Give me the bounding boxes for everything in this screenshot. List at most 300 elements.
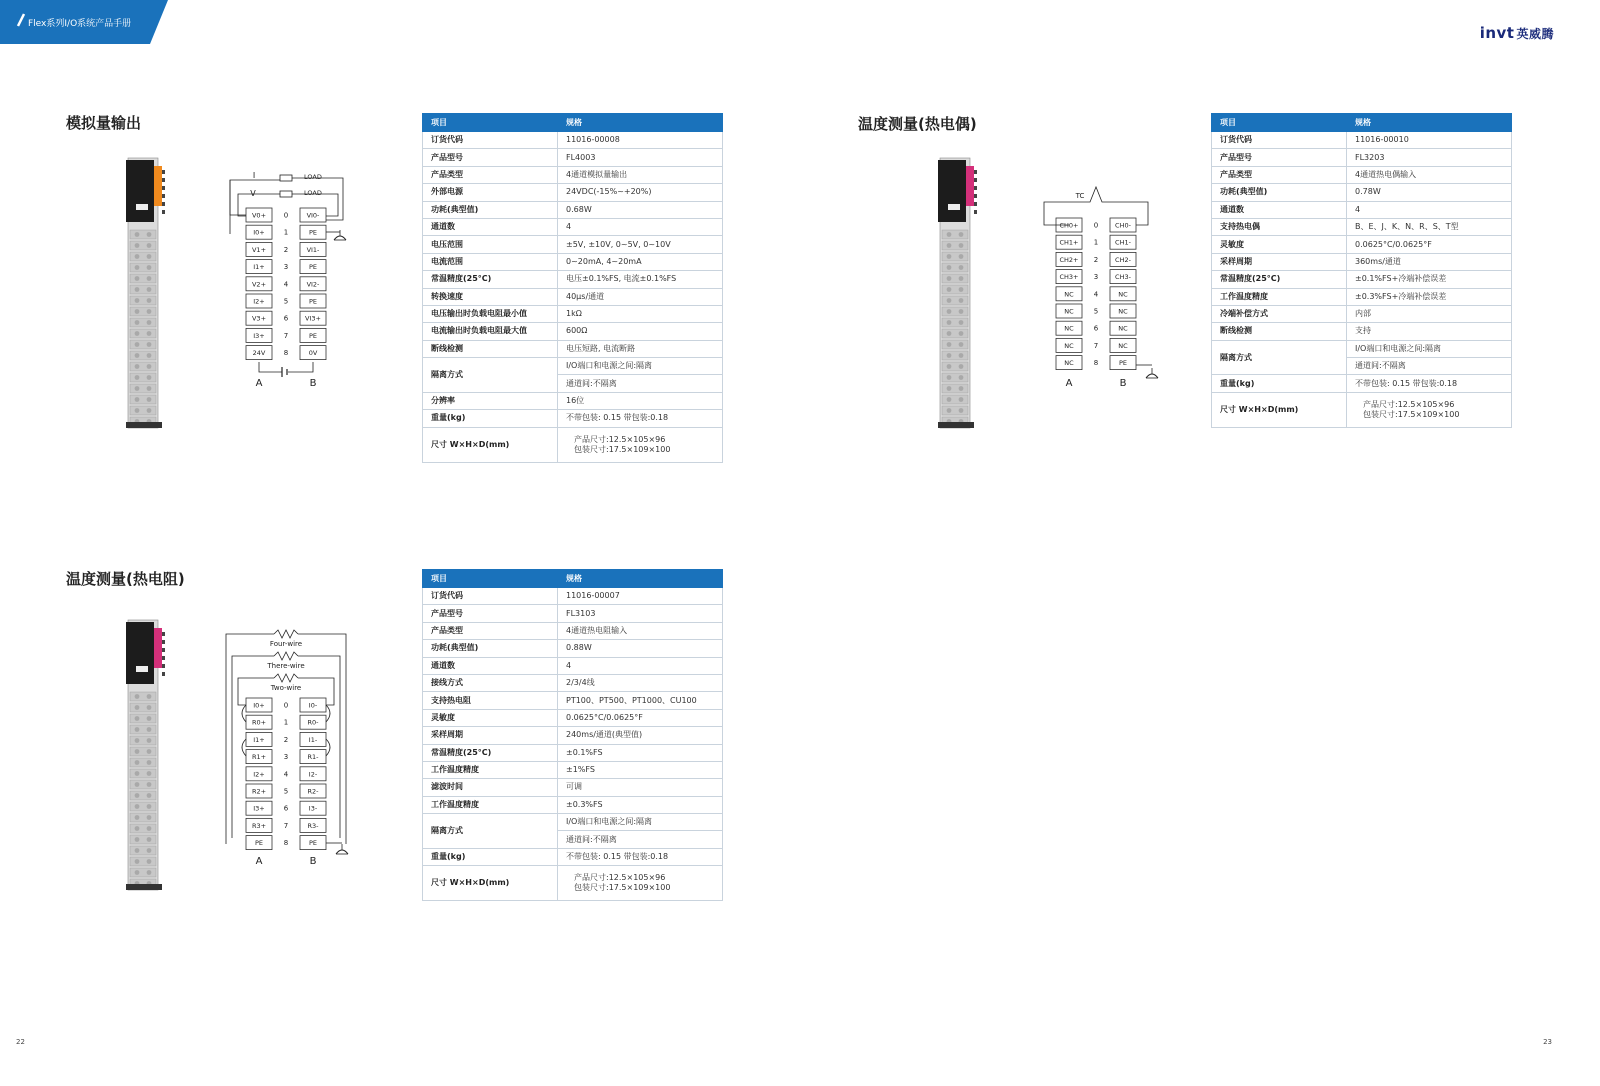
terminal-screw <box>147 694 152 699</box>
terminal-slot <box>130 406 156 415</box>
side-pin <box>974 210 977 214</box>
terminal-screw <box>135 342 140 347</box>
terminal-screw <box>947 309 952 314</box>
spec-value: ±0.1%FS <box>558 744 723 761</box>
module-foot <box>126 884 162 890</box>
spec-key: 工作温度精度 <box>1212 288 1347 305</box>
spec-row <box>423 640 723 657</box>
module-image-fl4003 <box>124 156 168 436</box>
terminal-a-label: CH2+ <box>1059 255 1079 264</box>
terminal-number: 8 <box>283 839 289 848</box>
spec-row <box>1212 392 1512 427</box>
page-number-left: 22 <box>16 1038 25 1046</box>
terminal-screw <box>947 320 952 325</box>
ground-icon <box>1146 374 1158 378</box>
terminal-screw <box>947 353 952 358</box>
spec-row <box>1212 166 1512 183</box>
terminal-b-label: I3- <box>308 804 318 813</box>
wiring-diagram-rtd <box>220 626 364 870</box>
terminal-slot <box>130 285 156 294</box>
spec-value: 0.0625°C/0.0625°F <box>558 709 723 726</box>
terminal-slot <box>130 714 156 723</box>
spec-row <box>423 657 723 674</box>
terminal-screw <box>947 287 952 292</box>
terminal-screw <box>147 265 152 270</box>
spec-key: 订货代码 <box>423 132 558 149</box>
resistor-four-wire <box>274 630 298 638</box>
terminal-screw <box>147 782 152 787</box>
spec-row <box>423 184 723 201</box>
side-pin <box>974 186 977 190</box>
terminal-number: 4 <box>1093 290 1099 299</box>
spec-value: FL3203 <box>1347 149 1512 166</box>
terminal-screw <box>147 727 152 732</box>
spec-row <box>423 271 723 288</box>
resistor-three-wire <box>274 652 298 660</box>
terminal-screw <box>135 364 140 369</box>
terminal-slot <box>130 362 156 371</box>
terminal-slot <box>942 274 968 283</box>
terminal-a-label: I3+ <box>253 804 265 813</box>
terminal-b-label: PE <box>308 297 318 306</box>
spec-value: ±0.3%FS+冷端补偿误差 <box>1347 288 1512 305</box>
ground-icon <box>336 850 348 854</box>
spec-key: 产品类型 <box>423 166 558 183</box>
terminal-number: 7 <box>283 331 289 340</box>
spec-key: 支持热电偶 <box>1212 218 1347 235</box>
spec-value: 产品尺寸:12.5×105×96 包装尺寸:17.5×109×100 <box>558 427 723 462</box>
spec-value: 产品尺寸:12.5×105×96 包装尺寸:17.5×109×100 <box>1347 392 1512 427</box>
spec-value: 电压±0.1%FS, 电流±0.1%FS <box>558 271 723 288</box>
spec-key: 分辨率 <box>423 392 558 409</box>
side-pin <box>162 648 165 652</box>
supply-wire <box>259 362 313 372</box>
terminal-number: 3 <box>1093 273 1099 282</box>
spec-table-analog-output <box>422 113 723 463</box>
terminal-screw <box>959 353 964 358</box>
header-spec: 规格 <box>558 114 723 132</box>
terminal-slot <box>942 384 968 393</box>
terminal-slot <box>130 758 156 767</box>
terminal-number: 1 <box>1093 238 1099 247</box>
terminal-screw <box>147 870 152 875</box>
terminal-screw <box>947 298 952 303</box>
module-accent-strip <box>154 628 162 668</box>
terminal-slot <box>130 747 156 756</box>
terminal-screw <box>135 782 140 787</box>
spec-value: ±0.1%FS+冷端补偿误差 <box>1347 271 1512 288</box>
terminal-screw <box>147 320 152 325</box>
terminal-screw <box>959 386 964 391</box>
terminal-screw <box>947 408 952 413</box>
terminal-a-label: CH0+ <box>1059 221 1079 230</box>
spec-row <box>423 218 723 235</box>
terminal-screw <box>147 232 152 237</box>
terminal-number: 1 <box>283 718 289 727</box>
side-pin <box>162 186 165 190</box>
terminal-slot <box>130 340 156 349</box>
terminal-screw <box>135 727 140 732</box>
spec-row <box>423 709 723 726</box>
terminal-screw <box>959 364 964 369</box>
spec-key: 产品型号 <box>423 149 558 166</box>
terminal-screw <box>135 397 140 402</box>
spec-value: PT100、PT500、PT1000、CU100 <box>558 692 723 709</box>
terminal-screw <box>135 309 140 314</box>
terminal-b-label: PE <box>308 839 318 848</box>
terminal-a-label: V3+ <box>251 314 267 323</box>
terminal-slot <box>130 802 156 811</box>
terminal-slot <box>130 857 156 866</box>
terminal-screw <box>135 826 140 831</box>
terminal-screw <box>135 243 140 248</box>
terminal-screw <box>947 276 952 281</box>
header-item: 项目 <box>423 570 558 588</box>
terminal-screw <box>959 265 964 270</box>
spec-row <box>423 201 723 218</box>
terminal-b-label: VI2- <box>306 280 320 289</box>
spec-key: 尺寸 W×H×D(mm) <box>1212 392 1347 427</box>
spec-row <box>423 323 723 340</box>
terminal-screw <box>135 320 140 325</box>
spec-value: 不带包装: 0.15 带包装:0.18 <box>558 410 723 427</box>
spec-row <box>1212 323 1512 340</box>
spec-value: I/O端口和电源之间:隔离 <box>1347 340 1512 357</box>
terminal-number: 7 <box>283 821 289 830</box>
spec-value: 不带包装: 0.15 带包装:0.18 <box>558 848 723 865</box>
terminal-b-label: R2- <box>307 787 319 796</box>
spec-key: 产品型号 <box>1212 149 1347 166</box>
terminal-screw <box>135 859 140 864</box>
module-foot <box>938 422 974 428</box>
column-label-a: A <box>255 378 263 389</box>
spec-value: 0.0625°C/0.0625°F <box>1347 236 1512 253</box>
terminal-slot <box>130 318 156 327</box>
terminal-a-label: I2+ <box>253 770 265 779</box>
terminal-b-label: PE <box>308 228 318 237</box>
spec-key: 功耗(典型值) <box>423 640 558 657</box>
terminal-screw <box>147 749 152 754</box>
spec-row <box>1212 375 1512 392</box>
terminal-number: 2 <box>283 245 289 254</box>
terminal-b-label: R0- <box>307 718 319 727</box>
spec-key: 支持热电阻 <box>423 692 558 709</box>
side-pin <box>162 194 165 198</box>
terminal-slot <box>130 824 156 833</box>
terminal-number: 6 <box>283 314 289 323</box>
terminal-number: 3 <box>283 753 289 762</box>
terminal-screw <box>947 375 952 380</box>
spec-key: 订货代码 <box>1212 132 1347 149</box>
terminal-number: 3 <box>283 263 289 272</box>
resistor-two-wire <box>274 674 298 682</box>
brand-logo: invt 英威腾 <box>1479 24 1554 42</box>
terminal-a-label: V1+ <box>251 245 267 254</box>
terminal-a-label: I0+ <box>253 228 265 237</box>
spec-key: 电压输出时负载电阻最小值 <box>423 305 558 322</box>
terminal-number: 5 <box>283 787 289 796</box>
terminal-slot <box>942 362 968 371</box>
spec-row <box>423 288 723 305</box>
terminal-a-label: R2+ <box>251 787 267 796</box>
terminal-screw <box>147 309 152 314</box>
spec-value: 16位 <box>558 392 723 409</box>
spec-row <box>1212 288 1512 305</box>
side-pin <box>162 672 165 676</box>
terminal-screw <box>947 331 952 336</box>
spec-row <box>423 779 723 796</box>
terminal-number: 8 <box>1093 359 1099 368</box>
spec-row <box>423 622 723 639</box>
terminal-screw <box>147 243 152 248</box>
terminal-b-label: NC <box>1118 290 1128 299</box>
terminal-a-label: I2+ <box>253 297 265 306</box>
spec-value: 4通道模拟量输出 <box>558 166 723 183</box>
terminal-slot <box>942 252 968 261</box>
terminal-b-label: CH3- <box>1115 273 1131 282</box>
spec-row <box>423 605 723 622</box>
spec-value: 产品尺寸:12.5×105×96 包装尺寸:17.5×109×100 <box>558 866 723 901</box>
spec-row <box>1212 218 1512 235</box>
spec-key: 通道数 <box>423 657 558 674</box>
wiring-diagram-thermocouple <box>1036 182 1166 392</box>
spec-key: 断线检测 <box>423 340 558 357</box>
terminal-number: 5 <box>1093 307 1099 316</box>
spec-value: 2/3/4线 <box>558 674 723 691</box>
spec-row <box>423 744 723 761</box>
terminal-number: 1 <box>283 228 289 237</box>
terminal-number: 7 <box>1093 341 1099 350</box>
jumper-loop <box>326 705 330 722</box>
terminal-slot <box>130 791 156 800</box>
terminal-screw <box>947 265 952 270</box>
module-accent-strip <box>966 166 974 206</box>
spec-row <box>423 674 723 691</box>
side-pin <box>162 656 165 660</box>
side-pin <box>162 632 165 636</box>
terminal-a-label: PE <box>254 839 264 848</box>
terminal-slot <box>942 373 968 382</box>
terminal-slot <box>942 318 968 327</box>
terminal-screw <box>135 408 140 413</box>
spec-key: 电流范围 <box>423 253 558 270</box>
terminal-b-label: NC <box>1118 324 1128 333</box>
terminal-screw <box>947 232 952 237</box>
terminal-slot <box>130 769 156 778</box>
terminal-number: 4 <box>283 280 289 289</box>
spec-value: 4通道热电阻输入 <box>558 622 723 639</box>
spec-value: 4 <box>558 657 723 674</box>
spec-value: B、E、J、K、N、R、S、T型 <box>1347 218 1512 235</box>
spec-key: 外部电源 <box>423 184 558 201</box>
terminal-screw <box>147 859 152 864</box>
terminal-slot <box>942 406 968 415</box>
spec-value: 600Ω <box>558 323 723 340</box>
side-pin <box>974 170 977 174</box>
terminal-b-label: NC <box>1118 307 1128 316</box>
module-foot <box>126 422 162 428</box>
spec-key: 隔离方式 <box>423 814 558 849</box>
terminal-number: 2 <box>283 735 289 744</box>
terminal-number: 0 <box>283 701 289 710</box>
spec-row <box>1212 132 1512 149</box>
module-label <box>136 204 148 210</box>
terminal-screw <box>135 375 140 380</box>
terminal-screw <box>147 298 152 303</box>
spec-key: 功耗(典型值) <box>423 201 558 218</box>
terminal-screw <box>959 331 964 336</box>
terminal-a-label: NC <box>1064 307 1074 316</box>
terminal-a-label: R0+ <box>251 718 267 727</box>
side-pin <box>162 170 165 174</box>
jumper-loop <box>326 739 330 756</box>
wiring-diagram-analog-output <box>222 166 362 392</box>
spec-key: 尺寸 W×H×D(mm) <box>423 866 558 901</box>
spec-key: 电压范围 <box>423 236 558 253</box>
spec-key: 滤波时间 <box>423 779 558 796</box>
label-tc: TC <box>1075 192 1085 200</box>
spec-table-rtd <box>422 569 723 901</box>
side-pin <box>162 178 165 182</box>
spec-row <box>423 166 723 183</box>
terminal-screw <box>147 793 152 798</box>
terminal-b-label: CH0- <box>1115 221 1131 230</box>
side-pin <box>974 178 977 182</box>
spec-key: 隔离方式 <box>1212 340 1347 375</box>
terminal-screw <box>959 342 964 347</box>
spec-key: 常温精度(25°C) <box>423 744 558 761</box>
module-head <box>126 160 154 222</box>
spec-row <box>1212 253 1512 270</box>
terminal-b-label: PE <box>308 331 318 340</box>
section-title-rtd: 温度测量(热电阻) <box>66 570 185 588</box>
terminal-screw <box>135 793 140 798</box>
spec-value: 内部 <box>1347 305 1512 322</box>
terminal-a-label: V2+ <box>251 280 267 289</box>
spec-row <box>1212 149 1512 166</box>
terminal-a-label: CH1+ <box>1059 238 1079 247</box>
spec-key: 工作温度精度 <box>423 796 558 813</box>
terminal-slot <box>130 252 156 261</box>
spec-row <box>423 814 723 831</box>
terminal-screw <box>147 848 152 853</box>
spec-row <box>423 866 723 901</box>
spec-value: 通道间:不隔离 <box>558 831 723 848</box>
terminal-screw <box>135 848 140 853</box>
spec-row <box>1212 305 1512 322</box>
module-head <box>938 160 966 222</box>
terminal-screw <box>135 276 140 281</box>
terminal-slot <box>942 230 968 239</box>
spec-key: 隔离方式 <box>423 358 558 393</box>
spec-value: 0.68W <box>558 201 723 218</box>
terminal-slot <box>130 296 156 305</box>
spec-value: FL4003 <box>558 149 723 166</box>
terminal-screw <box>147 408 152 413</box>
terminal-screw <box>147 826 152 831</box>
terminal-b-label: I2- <box>308 770 318 779</box>
terminal-screw <box>959 309 964 314</box>
terminal-screw <box>959 232 964 237</box>
terminal-slot <box>130 384 156 393</box>
terminal-number: 6 <box>283 804 289 813</box>
terminal-slot <box>130 835 156 844</box>
terminal-slot <box>942 307 968 316</box>
spec-row <box>1212 340 1512 357</box>
spec-key: 订货代码 <box>423 588 558 605</box>
header-spec: 规格 <box>558 570 723 588</box>
terminal-b-label: I0- <box>308 701 318 710</box>
terminal-slot <box>130 813 156 822</box>
label-two-wire: Two-wire <box>270 684 302 692</box>
label-v: V <box>250 189 256 198</box>
terminal-slot <box>130 703 156 712</box>
terminal-screw <box>947 364 952 369</box>
terminal-slot <box>942 285 968 294</box>
spec-key: 转换速度 <box>423 288 558 305</box>
spec-row <box>423 692 723 709</box>
terminal-screw <box>947 254 952 259</box>
section-title-analog-output: 模拟量输出 <box>66 114 142 132</box>
terminal-screw <box>135 771 140 776</box>
terminal-slot <box>130 263 156 272</box>
spec-row <box>423 727 723 744</box>
ground-icon <box>334 236 346 240</box>
terminal-screw <box>135 287 140 292</box>
spec-value: 0.88W <box>558 640 723 657</box>
spec-key: 重量(kg) <box>423 410 558 427</box>
terminal-b-label: R3- <box>307 821 319 830</box>
spec-value: 1kΩ <box>558 305 723 322</box>
terminal-slot <box>942 241 968 250</box>
column-label-b: B <box>309 856 317 867</box>
terminal-a-label: I0+ <box>253 701 265 710</box>
load-resistor-2 <box>280 191 292 197</box>
side-pin <box>162 210 165 214</box>
spec-row <box>423 253 723 270</box>
page-number-right: 23 <box>1543 1038 1552 1046</box>
manual-title: Flex系列I/O系统产品手册 <box>28 19 132 29</box>
terminal-screw <box>147 760 152 765</box>
header-item: 项目 <box>1212 114 1347 132</box>
spec-key: 电流输出时负载电阻最大值 <box>423 323 558 340</box>
terminal-screw <box>147 716 152 721</box>
spec-key: 产品类型 <box>1212 166 1347 183</box>
spec-key: 常温精度(25°C) <box>423 271 558 288</box>
spec-value: 240ms/通道(典型值) <box>558 727 723 744</box>
terminal-slot <box>130 395 156 404</box>
terminal-a-label: NC <box>1064 324 1074 333</box>
module-label <box>136 666 148 672</box>
terminal-screw <box>135 386 140 391</box>
load-label-1: LOAD <box>304 173 322 181</box>
terminal-slot <box>130 725 156 734</box>
terminal-screw <box>135 749 140 754</box>
column-label-a: A <box>255 856 263 867</box>
terminal-screw <box>959 397 964 402</box>
terminal-screw <box>135 298 140 303</box>
terminal-screw <box>135 353 140 358</box>
side-pin <box>162 202 165 206</box>
spec-row <box>423 340 723 357</box>
terminal-screw <box>959 287 964 292</box>
spec-value: 24VDC(-15%~+20%) <box>558 184 723 201</box>
spec-key: 常温精度(25°C) <box>1212 271 1347 288</box>
terminal-b-label: PE <box>1118 359 1128 368</box>
terminal-screw <box>959 276 964 281</box>
terminal-screw <box>147 397 152 402</box>
spec-row <box>423 427 723 462</box>
